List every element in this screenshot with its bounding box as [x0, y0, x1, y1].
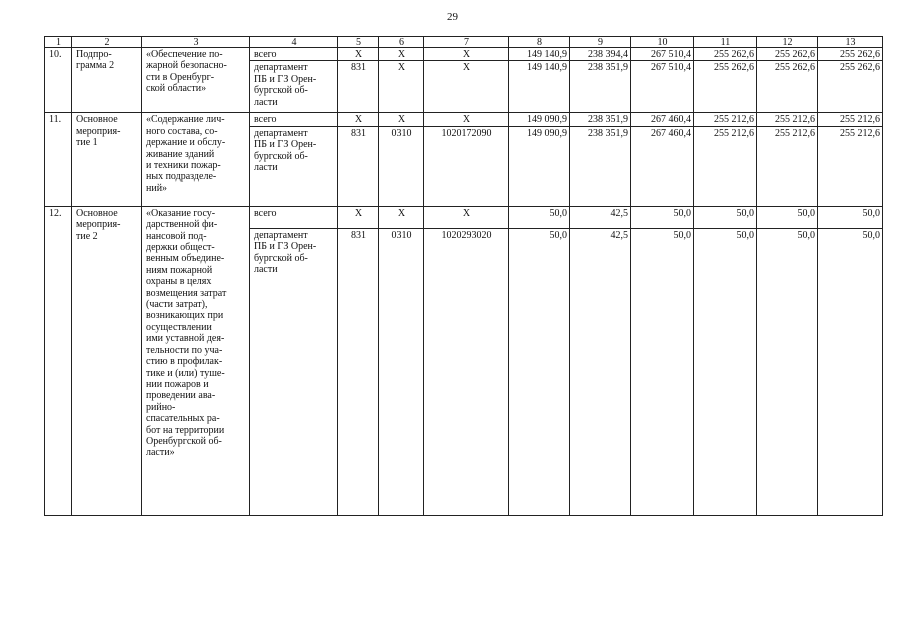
value-cell: 149 090,9: [509, 113, 570, 126]
table-row: [45, 48, 883, 61]
rzpr-cell: Х: [379, 206, 424, 228]
csr-cell: Х: [424, 61, 509, 113]
column-header: 6: [379, 37, 424, 48]
page-number: 29: [447, 11, 458, 23]
value-cell: 267 460,4: [631, 113, 694, 126]
value-cell: 50,0: [694, 228, 757, 515]
value-cell: 267 510,4: [631, 61, 694, 113]
column-header: 13: [818, 37, 883, 48]
table-row: [45, 206, 883, 228]
value-cell: 255 262,6: [818, 48, 883, 61]
grbs-cell: 831: [338, 228, 379, 515]
value-cell: 255 212,6: [757, 113, 818, 126]
row-status: Основное мероприя- тие 1: [72, 113, 142, 206]
value-cell: 255 262,6: [818, 61, 883, 113]
executor-cell: департамент ПБ и ГЗ Орен- бургской об- ласти: [250, 126, 338, 206]
value-cell: 149 090,9: [509, 126, 570, 206]
rzpr-cell: Х: [379, 48, 424, 61]
value-cell: 50,0: [818, 206, 883, 228]
grbs-cell: Х: [338, 48, 379, 61]
row-status: Основное мероприя- тие 2: [72, 206, 142, 515]
executor-cell: всего: [250, 206, 338, 228]
budget-table: [44, 36, 883, 516]
value-cell: 50,0: [509, 228, 570, 515]
header-row: [45, 37, 883, 48]
grbs-cell: Х: [338, 113, 379, 126]
value-cell: 50,0: [757, 206, 818, 228]
value-cell: 149 140,9: [509, 48, 570, 61]
value-cell: 255 262,6: [694, 48, 757, 61]
value-cell: 255 212,6: [757, 126, 818, 206]
executor-cell: департамент ПБ и ГЗ Орен- бургской об- ласти: [250, 61, 338, 113]
value-cell: 255 212,6: [818, 113, 883, 126]
value-cell: 267 460,4: [631, 126, 694, 206]
column-header: 8: [509, 37, 570, 48]
csr-cell: 1020172090: [424, 126, 509, 206]
rzpr-cell: Х: [379, 113, 424, 126]
value-cell: 255 262,6: [694, 61, 757, 113]
column-header: 9: [570, 37, 631, 48]
row-number: 10.: [45, 48, 72, 113]
value-cell: 50,0: [631, 206, 694, 228]
value-cell: 50,0: [509, 206, 570, 228]
csr-cell: 1020293020: [424, 228, 509, 515]
column-header: 2: [72, 37, 142, 48]
value-cell: 238 351,9: [570, 61, 631, 113]
column-header: 7: [424, 37, 509, 48]
value-cell: 255 212,6: [818, 126, 883, 206]
column-header: 10: [631, 37, 694, 48]
rzpr-cell: 0310: [379, 126, 424, 206]
row-name: «Обеспечение по- жарной безопасно- сти в Оренбург- ской области»: [142, 48, 250, 113]
row-status: Подпро- грамма 2: [72, 48, 142, 113]
value-cell: 50,0: [694, 206, 757, 228]
table-body: [45, 37, 883, 516]
value-cell: 42,5: [570, 228, 631, 515]
column-header: 12: [757, 37, 818, 48]
row-number: 11.: [45, 113, 72, 206]
grbs-cell: 831: [338, 61, 379, 113]
value-cell: 255 212,6: [694, 113, 757, 126]
table-row: [45, 113, 883, 126]
rzpr-cell: 0310: [379, 228, 424, 515]
value-cell: 149 140,9: [509, 61, 570, 113]
row-number: 12.: [45, 206, 72, 515]
column-header: 3: [142, 37, 250, 48]
csr-cell: Х: [424, 113, 509, 126]
grbs-cell: Х: [338, 206, 379, 228]
value-cell: 238 351,9: [570, 113, 631, 126]
value-cell: 50,0: [631, 228, 694, 515]
row-name: «Оказание госу- дарственной фи- нансовой под- держки общест- венным объедине- ниям пожарной охраны в целях возмещения затрат (части затрат), возникающих при осуществлении ими уставной дея- тельности по уча- стию в профилак- тике и (или) туше- нии пожаров и проведении ава- рийно- спасательных ра- бот на территории Оренбургской об- ласти»: [142, 206, 250, 515]
value-cell: 50,0: [757, 228, 818, 515]
executor-cell: департамент ПБ и ГЗ Орен- бургской об- ласти: [250, 228, 338, 515]
value-cell: 238 351,9: [570, 126, 631, 206]
value-cell: 255 262,6: [757, 61, 818, 113]
value-cell: 238 394,4: [570, 48, 631, 61]
column-header: 4: [250, 37, 338, 48]
grbs-cell: 831: [338, 126, 379, 206]
value-cell: 267 510,4: [631, 48, 694, 61]
row-name: «Содержание лич- ного состава, со- держание и обслу- живание зданий и техники пожар- ных подразделе- ний»: [142, 113, 250, 206]
rzpr-cell: Х: [379, 61, 424, 113]
csr-cell: Х: [424, 48, 509, 61]
executor-cell: всего: [250, 113, 338, 126]
csr-cell: Х: [424, 206, 509, 228]
column-header: 1: [45, 37, 72, 48]
executor-cell: всего: [250, 48, 338, 61]
column-header: 11: [694, 37, 757, 48]
value-cell: 255 262,6: [757, 48, 818, 61]
value-cell: 255 212,6: [694, 126, 757, 206]
value-cell: 42,5: [570, 206, 631, 228]
column-header: 5: [338, 37, 379, 48]
value-cell: 50,0: [818, 228, 883, 515]
